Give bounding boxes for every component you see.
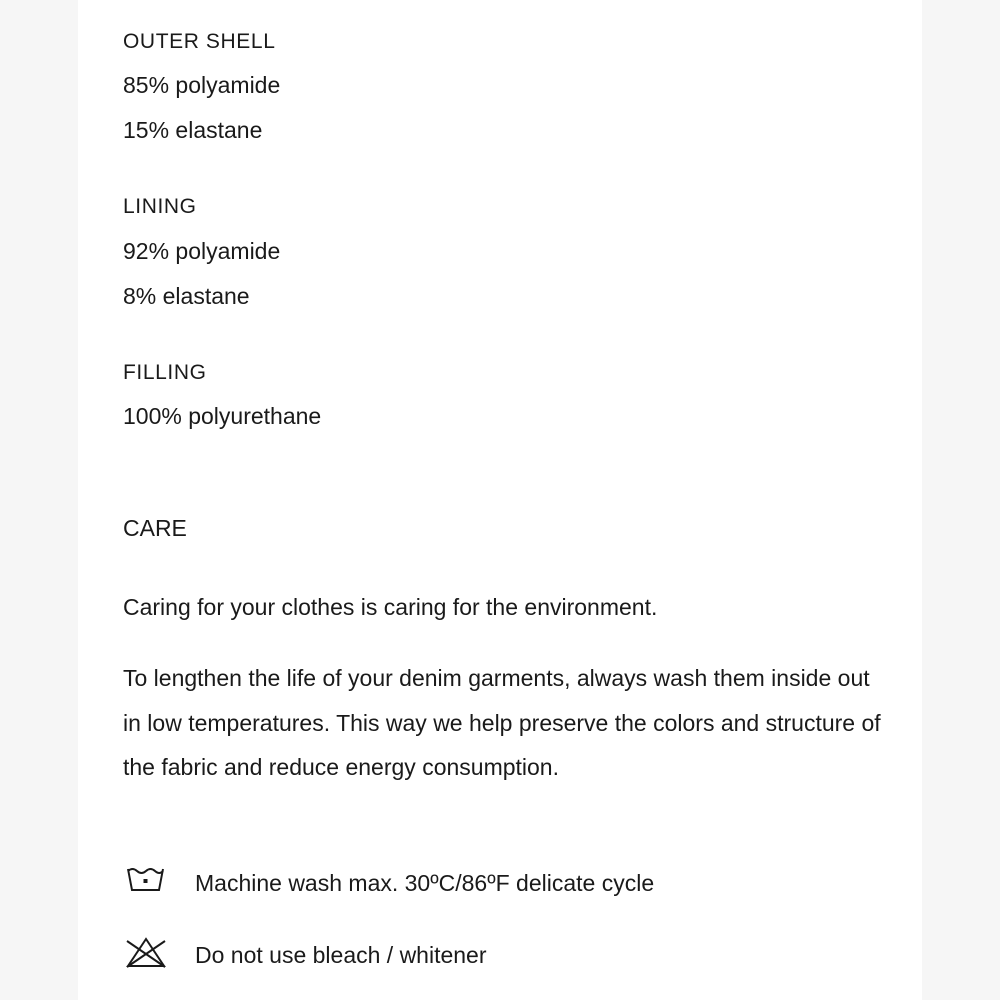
product-composition-care-panel bbox=[78, 0, 922, 1000]
care-paragraph: To lengthen the life of your denim garments, always wash them inside out in low temperatures. This way we help preserve the colors and structure of the fabric and reduce energy consumption. bbox=[123, 665, 881, 781]
outer-shell-heading: OUTER SHELL bbox=[123, 30, 276, 53]
care-instruction-wash-text: Machine wash max. 30ºC/86ºF delicate cycle bbox=[195, 870, 655, 896]
care-intro-text: Caring for your clothes is caring for the environment. bbox=[123, 594, 658, 620]
care-heading: CARE bbox=[123, 515, 187, 541]
care-instruction-bleach bbox=[123, 936, 863, 976]
lining-item-2: 8% elastane bbox=[123, 283, 250, 309]
no-bleach-icon bbox=[123, 936, 169, 972]
machine-wash-30-icon bbox=[123, 864, 169, 900]
outer-shell-item-1: 85% polyamide bbox=[123, 72, 281, 98]
lining-item-1: 92% polyamide bbox=[123, 238, 281, 264]
lining-heading: LINING bbox=[123, 195, 197, 218]
care-instruction-wash bbox=[123, 864, 863, 904]
filling-item-1: 100% polyurethane bbox=[123, 403, 322, 429]
care-instruction-bleach-text: Do not use bleach / whitener bbox=[195, 942, 487, 968]
outer-shell-item-2: 15% elastane bbox=[123, 117, 263, 143]
filling-heading: FILLING bbox=[123, 361, 207, 384]
